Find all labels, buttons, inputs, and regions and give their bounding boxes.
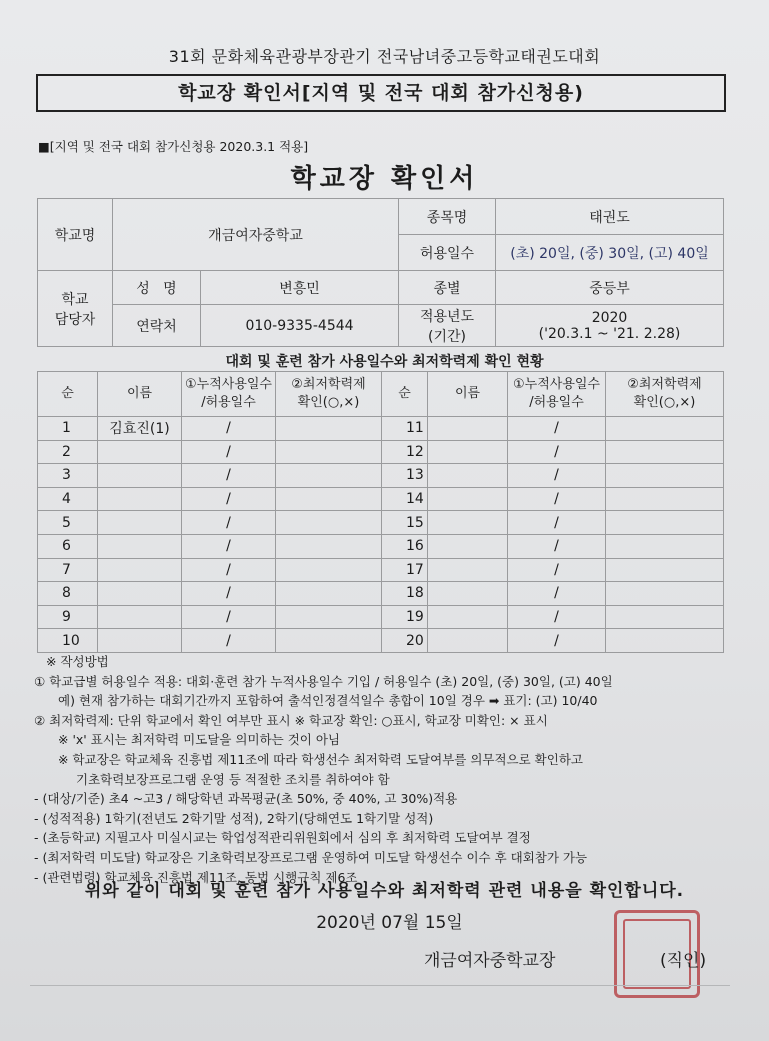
note-1b: 예) 현재 참가하는 대회기간까지 포함하여 출석인정결석일수 총합이 10일 경우 ➡ 표기: (고) 10/40 [58,693,598,709]
table-row [38,629,724,653]
header-name-right: 이름 [428,372,508,417]
division-label: 종별 [399,271,496,305]
note-4b: 기초학력보장프로그램 운영 등 적절한 조치를 취하여야 함 [76,771,390,787]
allowed-days-label: 허용일수 [399,235,496,271]
header-name-left: 이름 [98,372,182,417]
name-label: 성 명 [113,271,201,305]
year-label-line1: 적용년도 [419,308,475,325]
row-no: 9 [38,605,98,629]
row-name [98,629,182,653]
row-min [276,534,382,558]
bottom-divider [30,985,730,986]
detail-2: - (성적적용) 1학기(전년도 2학기말 성적), 2학기(당해연도 1학기말 성적) [34,810,434,826]
note-4a: ※ 학교장은 학교체육 진흥법 제11조에 따라 학생선수 최저학력 도달여부를 의무적으로 확인하고 [58,751,583,767]
row-no: 1 [38,417,98,441]
header-min-line1: ②최저학력제 [627,377,702,392]
header-days-line2: /허용일수 [201,395,256,410]
header-days-left [182,372,276,417]
row-no: 3 [38,464,98,488]
notes-heading: ※ 작성방법 [46,654,109,669]
detail-5: - (관련법령) 학교체육 진흥법 제11조, 동법 시행규칙 제6조 [34,869,358,885]
row-min [606,558,724,582]
contact-label: 연락처 [113,305,201,347]
row-days: / [182,605,276,629]
row-no: 16 [382,534,428,558]
row-name [98,511,182,535]
row-min [276,511,382,535]
row-days: / [508,511,606,535]
table-row [38,440,724,464]
sport-value: 태권도 [496,199,724,235]
row-days: / [182,440,276,464]
row-days: / [182,511,276,535]
row-min [276,558,382,582]
confirmation-statement: 위와 같이 대회 및 훈련 참가 사용일수와 최저학력 관련 내용을 확인합니다. [84,881,685,901]
header-min-right [606,372,724,417]
teacher-label [38,271,113,347]
table-row [38,582,724,606]
row-name [98,464,182,488]
note-2: ② 최저학력제: 단위 학교에서 확인 여부만 표시 ※ 학교장 확인: ○표시, 학교장 미확인: × 표시 [34,712,548,728]
header-days-line1: ①누적사용일수 [512,377,600,392]
instructions [34,652,754,887]
row-no: 17 [382,558,428,582]
row-days: / [182,417,276,441]
row-min [606,605,724,629]
section-title: 대회 및 훈련 참가 사용일수와 최저학력제 확인 현황 [225,354,544,370]
row-min [606,511,724,535]
row-days: / [508,582,606,606]
row-no: 11 [382,417,428,441]
row-name [428,464,508,488]
row-min [276,605,382,629]
row-no: 4 [38,487,98,511]
row-name [428,417,508,441]
division-value: 중등부 [496,271,724,305]
principal-signature: 개금여자중학교장 [424,951,556,971]
row-days: / [182,464,276,488]
row-name [428,629,508,653]
row-name [428,534,508,558]
table-row [38,534,724,558]
row-days: / [182,629,276,653]
row-no: 13 [382,464,428,488]
row-days: / [508,605,606,629]
status-grid [37,371,724,653]
year-value-line1: 2020 [591,309,628,326]
header-no-right: 순 [382,372,428,417]
note-1a: ① 학교급별 허용일수 적용: 대회·훈련 참가 누적사용일수 기입 / 허용일수 (초) 20일, (중) 30일, (고) 40일 [34,673,613,689]
apply-note: ■[지역 및 전국 대회 참가신청용 2020.3.1 적용] [38,139,309,154]
row-min [276,440,382,464]
school-label: 학교명 [38,199,113,271]
row-no: 2 [38,440,98,464]
sport-label: 종목명 [399,199,496,235]
contact-value: 010-9335-4544 [201,305,399,347]
row-name [428,487,508,511]
detail-3: - (초등학교) 지필고사 미실시교는 학업성적관리위원회에서 심의 후 최저학력 도달여부 결정 [34,830,531,846]
teacher-label-line1: 학교 [61,291,89,308]
table-row [38,558,724,582]
row-no: 8 [38,582,98,606]
row-days: / [508,464,606,488]
table-row [38,464,724,488]
allowed-days-value: (초) 20일, (중) 30일, (고) 40일 [496,235,724,271]
row-name [98,487,182,511]
row-min [606,629,724,653]
row-no: 7 [38,558,98,582]
form-title-box: 학교장 확인서[지역 및 전국 대회 참가신청용) [36,74,726,112]
row-min [606,487,724,511]
row-min [276,582,382,606]
row-days: / [182,558,276,582]
row-name [428,440,508,464]
row-no: 15 [382,511,428,535]
row-name [98,534,182,558]
year-label-line2: (기간) [428,328,466,345]
header-min-left [276,372,382,417]
row-min [606,417,724,441]
row-min [606,534,724,558]
row-min [606,440,724,464]
table-row [38,487,724,511]
row-days: / [508,534,606,558]
teacher-label-line2: 담당자 [54,311,96,328]
grid-body [38,417,724,653]
header-no-left: 순 [38,372,98,417]
header-days-line2: /허용일수 [529,395,584,410]
detail-1: - (대상/기준) 초4 ~고3 / 해당학년 과목평균(초 50%, 중 40%, 고 30%)적용 [34,791,458,807]
row-no: 12 [382,440,428,464]
row-name [98,558,182,582]
row-name [98,605,182,629]
table-row [38,605,724,629]
row-no: 18 [382,582,428,606]
school-value: 개금여자중학교 [113,199,399,271]
row-days: / [508,558,606,582]
info-table [37,198,724,347]
row-no: 19 [382,605,428,629]
row-days: / [508,417,606,441]
row-days: / [182,534,276,558]
detail-4: - (최저학력 미도달) 학교장은 기초학력보장프로그램 운영하여 미도달 학생선수 이수 후 대회참가 가능 [34,849,588,865]
row-no: 5 [38,511,98,535]
seal-label: (직인) [660,951,707,971]
issue-date: 2020년 07월 15일 [316,913,463,933]
row-no: 10 [38,629,98,653]
header-days-right [508,372,606,417]
year-value [496,305,724,347]
row-name [428,605,508,629]
row-no: 14 [382,487,428,511]
header-min-line1: ②최저학력제 [291,377,366,392]
row-name: 김효진(1) [98,417,182,441]
year-value-line2: ('20.3.1 ~ '21. 2.28) [538,325,681,342]
row-days: / [508,629,606,653]
row-no: 6 [38,534,98,558]
header-min-line2: 확인(○,×) [633,395,696,410]
table-row [38,511,724,535]
row-name [428,511,508,535]
name-value: 변흥민 [201,271,399,305]
row-no: 20 [382,629,428,653]
header-min-line2: 확인(○,×) [297,395,360,410]
row-min [276,487,382,511]
row-min [606,582,724,606]
row-min [276,464,382,488]
grid-header-row [38,372,724,417]
note-3: ※ 'x' 표시는 최저학력 미도달을 의미하는 것이 아님 [58,732,340,748]
row-days: / [182,582,276,606]
row-days: / [508,440,606,464]
row-min [276,417,382,441]
row-min [606,464,724,488]
row-days: / [182,487,276,511]
year-label [399,305,496,347]
header-days-line1: ①누적사용일수 [184,377,272,392]
row-name [428,582,508,606]
row-min [276,629,382,653]
row-days: / [508,487,606,511]
row-name [98,440,182,464]
table-row [38,417,724,441]
event-title: 31회 문화체육관광부장관기 전국남녀중고등학교태권도대회 [168,47,601,66]
row-name [98,582,182,606]
row-name [428,558,508,582]
main-title: 학교장 확인서 [290,164,479,194]
